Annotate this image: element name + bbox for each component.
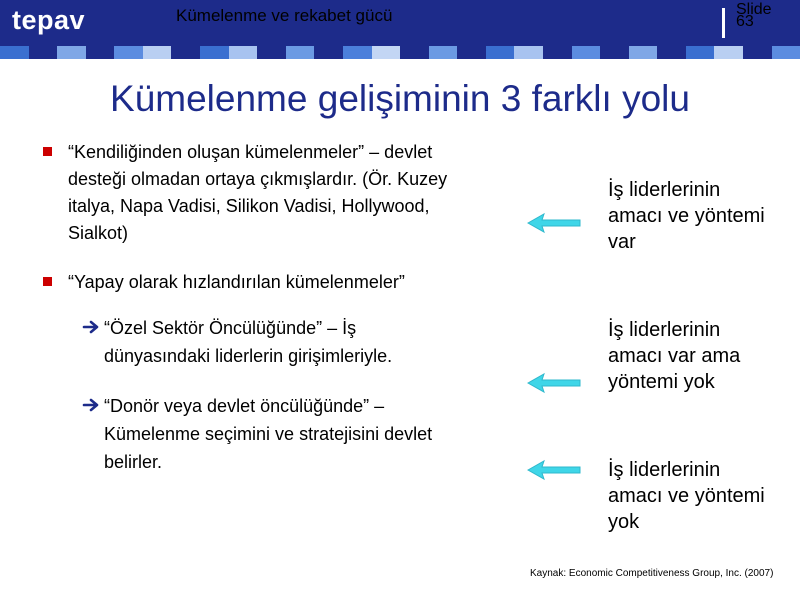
strip-segment [229, 46, 258, 59]
sub-bullet-2 [104, 392, 432, 476]
bullet-1-line-3: italya, Napa Vadisi, Silikon Vadisi, Hollywood, [68, 196, 430, 216]
arrow-right-icon [82, 319, 102, 335]
strip-segment [600, 46, 629, 59]
strip-segment [143, 46, 172, 59]
arrow-left-icon [526, 212, 582, 234]
strip-segment [543, 46, 572, 59]
arrow-right-icon [82, 397, 102, 413]
source-citation: Kaynak: Economic Competitiveness Group, Inc. (2007) [530, 568, 774, 579]
square-bullet-icon [43, 147, 52, 156]
bullet-2 [68, 269, 405, 296]
strip-segment [171, 46, 200, 59]
slide-number: 63 [736, 13, 754, 30]
note-3-line-1: İş liderlerinin [608, 459, 721, 481]
header-color-strip [0, 46, 800, 59]
bullet-1 [68, 139, 447, 247]
slide-title: Kümelenme gelişiminin 3 farklı yolu [110, 78, 690, 119]
strip-segment [114, 46, 143, 59]
header-divider [722, 8, 725, 38]
note-2 [608, 317, 740, 395]
strip-segment [314, 46, 343, 59]
bullet-2-line-1: “Yapay olarak hızlandırılan kümelenmeler” [68, 272, 405, 292]
strip-segment [400, 46, 429, 59]
sub-bullet-1 [104, 314, 392, 370]
strip-segment [286, 46, 315, 59]
sub-bullet-1-line-1: “Özel Sektör Öncülüğünde” – İş [104, 318, 357, 338]
tepav-logo: tepav [12, 5, 86, 35]
strip-segment [429, 46, 458, 59]
arrow-left-icon [526, 372, 582, 394]
strip-segment [629, 46, 658, 59]
sub-bullet-2-line-3: belirler. [104, 452, 163, 472]
strip-segment [572, 46, 601, 59]
note-2-line-1: İş liderlerinin [608, 319, 721, 341]
sub-bullet-2-line-1: “Donör veya devlet öncülüğünde” – [104, 396, 385, 416]
strip-segment [0, 46, 29, 59]
strip-segment [29, 46, 58, 59]
note-2-line-3: yöntemi yok [608, 371, 715, 393]
strip-segment [657, 46, 686, 59]
note-1 [608, 177, 765, 255]
strip-segment [343, 46, 372, 59]
strip-segment [57, 46, 86, 59]
strip-segment [200, 46, 229, 59]
slide-header [0, 0, 800, 46]
strip-segment [372, 46, 401, 59]
note-3-line-3: yok [608, 511, 640, 533]
strip-segment [86, 46, 115, 59]
note-1-line-2: amacı ve yöntemi [608, 205, 765, 227]
strip-segment [686, 46, 715, 59]
bullet-1-line-4: Sialkot) [68, 223, 129, 243]
strip-segment [714, 46, 743, 59]
strip-segment [743, 46, 772, 59]
strip-segment [772, 46, 800, 59]
note-1-line-3: var [608, 231, 636, 253]
note-3-line-2: amacı ve yöntemi [608, 485, 765, 507]
strip-segment [486, 46, 515, 59]
bullet-1-line-2: desteği olmadan ortaya çıkmışlardır. (Ör. Kuzey [68, 169, 448, 189]
note-2-line-2: amacı var ama [608, 345, 741, 367]
strip-segment [257, 46, 286, 59]
square-bullet-icon [43, 277, 52, 286]
document-title: Kümelenme ve rekabet gücü [176, 6, 393, 25]
strip-segment [457, 46, 486, 59]
sub-bullet-2-line-2: Kümelenme seçimini ve stratejisini devlet [104, 424, 433, 444]
note-3 [608, 457, 765, 535]
sub-bullet-1-line-2: dünyasındaki liderlerin girişimleriyle. [104, 346, 393, 366]
arrow-left-icon [526, 459, 582, 481]
strip-segment [514, 46, 543, 59]
note-1-line-1: İş liderlerinin [608, 179, 721, 201]
slide-label: Slide [736, 1, 772, 18]
bullet-1-line-1: “Kendiliğinden oluşan kümelenmeler” – devlet [68, 142, 433, 162]
